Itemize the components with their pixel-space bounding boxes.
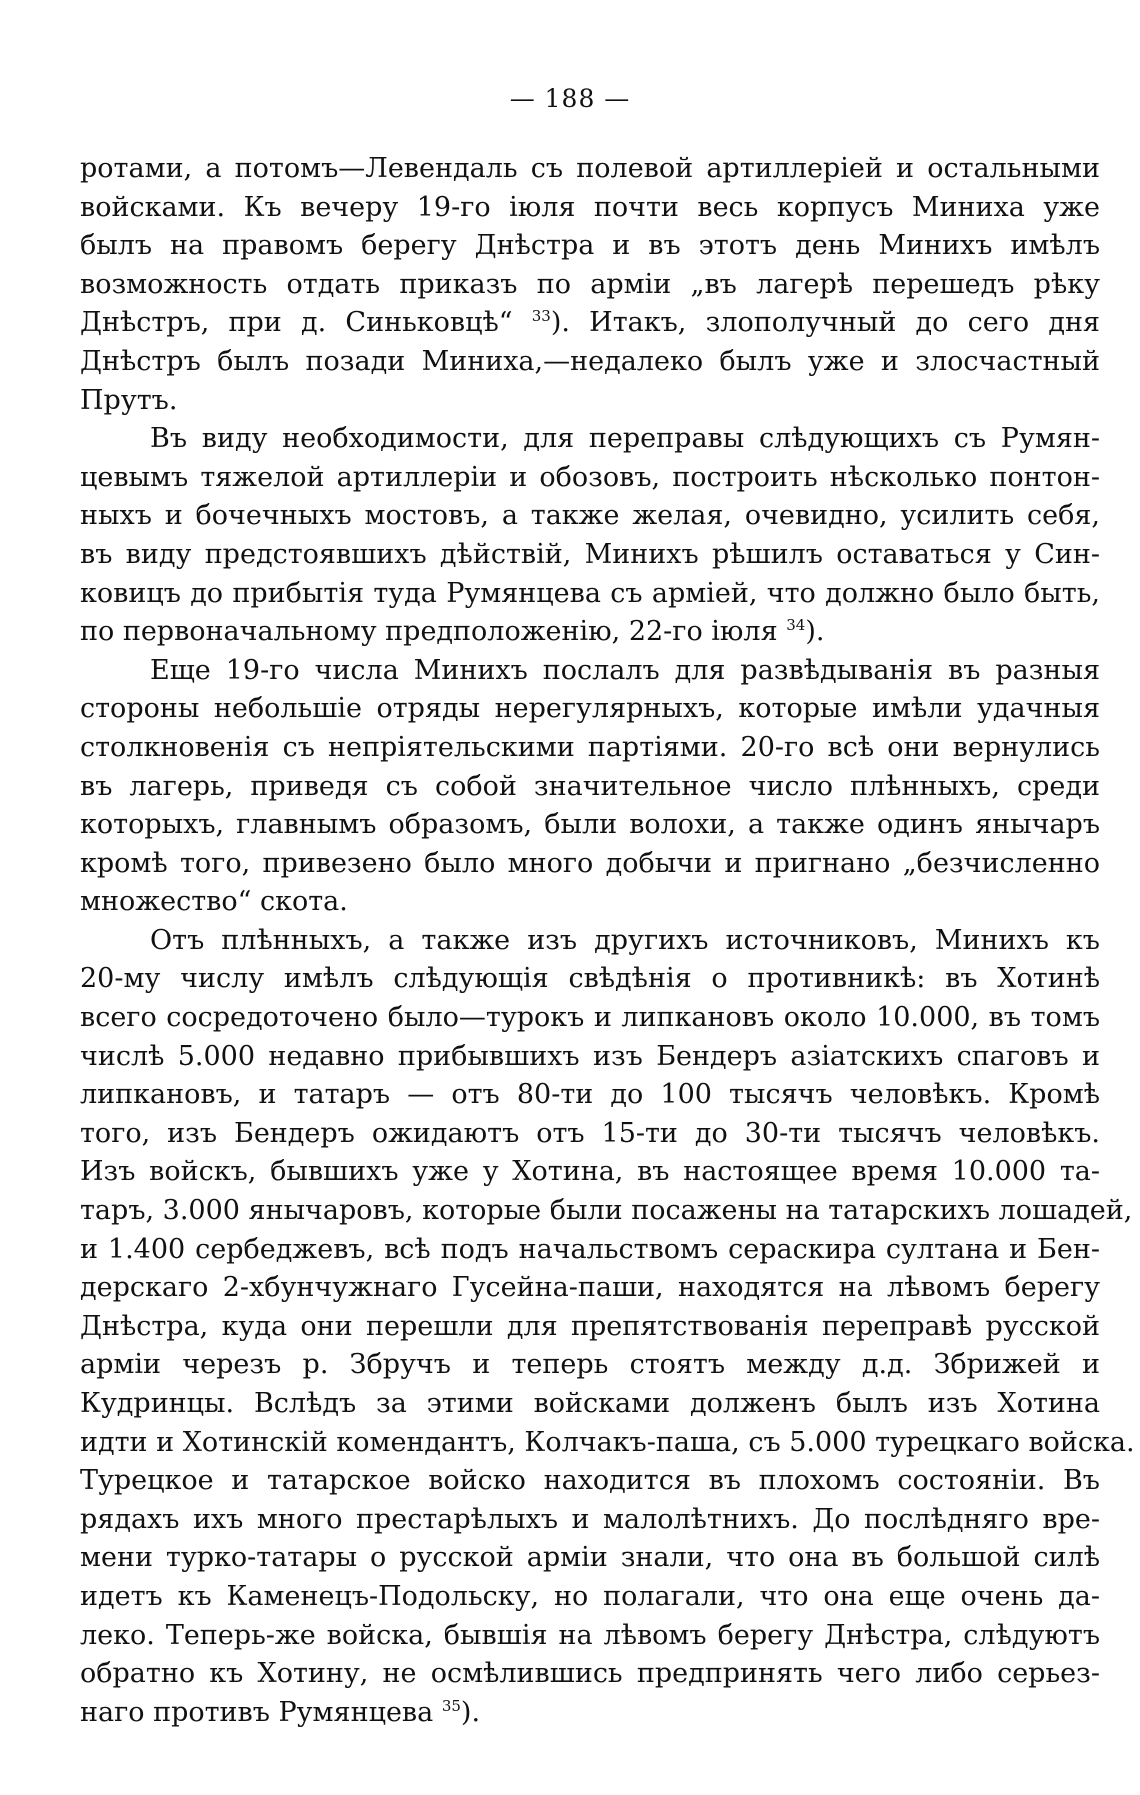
text-line: дерскаго 2-хбунчужнаго Гусейна-паши, находятся на лѣвомъ берегу [80, 1272, 1100, 1304]
text-segment: ). Итакъ, злополучный до сего дня [550, 307, 1100, 339]
text-line: множество“ скота. [80, 886, 348, 918]
text-line: ротами, а потомъ—Левендаль съ полевой артиллеріей и остальными [80, 153, 1100, 184]
text-line: Еще 19-го числа Минихъ послалъ для развѣдыванія въ разныя [150, 654, 1100, 686]
text-line: въ лагерь, приведя съ собой значительное число плѣнныхъ, среди [80, 770, 1100, 802]
text-line [80, 304, 1100, 343]
text-line: Отъ плѣнныхъ, а также изъ другихъ источниковъ, Минихъ къ [150, 924, 1100, 956]
text-line: липкановъ, и татаръ — отъ 80-ти до 100 тысячъ человѣкъ. Кромѣ [80, 1079, 1100, 1111]
text-line [80, 1694, 1100, 1733]
text-line: рядахъ ихъ много престарѣлыхъ и малолѣтнихъ. До послѣдняго вре- [80, 1503, 1100, 1535]
text-line: всего сосредоточено было—турокъ и липкановъ около 10.000, въ томъ [80, 1002, 1100, 1034]
text-line: Кудринцы. Вслѣдъ за этими войсками долженъ былъ изъ Хотина [80, 1388, 1100, 1419]
text-line: Въ виду необходимости, для переправы слѣдующихъ съ Румян- [150, 423, 1100, 455]
text-line: въ виду предстоявшихъ дѣйствій, Минихъ рѣшилъ оставаться у Син- [80, 538, 1100, 570]
text-line: леко. Теперь-же войска, бывшія на лѣвомъ берегу Днѣстра, слѣдуютъ [80, 1619, 1100, 1651]
text-segment: Днѣстръ, при д. Синьковцѣ“ [80, 307, 513, 339]
text-line: ныхъ и бочечныхъ мостовъ, а также желая, очевидно, усилить себя, [80, 500, 1100, 532]
text-line: 20-му числу имѣлъ слѣдующія свѣдѣнія о противникѣ: въ Хотинѣ [80, 963, 1100, 995]
text-line [80, 613, 1100, 652]
text-line: Днѣстра, куда они перешли для препятствованія переправѣ русской [80, 1310, 1100, 1342]
text-line: того, изъ Бендеръ ожидаютъ отъ 15-ти до 30-ти тысячъ человѣкъ. [80, 1117, 1100, 1149]
footnote-ref-35: 35 [441, 1696, 461, 1715]
text-line: арміи черезъ р. Збручъ и теперь стоятъ между д.д. Збрижей и [80, 1349, 1100, 1381]
body-text [80, 150, 1135, 1732]
text-line: Турецкое и татарское войско находится въ плохомъ состояніи. Въ [80, 1465, 1100, 1497]
text-line: обратно къ Хотину, не осмѣлившись предпринять чего либо серьез- [80, 1658, 1100, 1690]
text-segment: наго противъ Румянцева [80, 1696, 434, 1728]
footnote-ref-33: 33 [531, 307, 551, 326]
text-line: цевымъ тяжелой артиллеріи и обозовъ, построить нѣсколько понтон- [80, 461, 1100, 493]
text-line: Изъ войскъ, бывшихъ уже у Хотина, въ настоящее время 10.000 та- [80, 1156, 1100, 1188]
text-line: таръ, 3.000 янычаровъ, которые были посажены на татарскихъ лошадей, [80, 1195, 1133, 1227]
text-line: войсками. Къ вечеру 19-го іюля почти весь корпусъ Миниха уже [80, 191, 1100, 223]
text-line: числѣ 5.000 недавно прибывшихъ изъ Бендеръ азіатскихъ спаговъ и [80, 1040, 1100, 1072]
text-segment: ). [460, 1696, 481, 1728]
text-line: идти и Хотинскій комендантъ, Колчакъ-паша, съ 5.000 турецкаго войска. [80, 1426, 1135, 1458]
text-line: возможность отдать приказъ по арміи „въ лагерѣ перешедъ рѣку [80, 268, 1100, 300]
text-segment: по первоначальному предположенію, 22-го іюля [80, 616, 778, 648]
text-line: былъ на правомъ берегу Днѣстра и въ этотъ день Минихъ имѣлъ [80, 230, 1100, 262]
text-line: столкновенія съ непріятельскими партіями. 20-го всѣ они вернулись [80, 731, 1100, 763]
text-line: Днѣстръ былъ позади Миниха,—недалеко былъ уже и злосчастный [80, 345, 1100, 377]
text-line: которыхъ, главнымъ образомъ, были волохи, а также одинъ янычаръ [80, 809, 1100, 841]
text-line: стороны небольшіе отряды нерегулярныхъ, которые имѣли удачныя [80, 693, 1100, 725]
text-line: идетъ къ Каменецъ-Подольску, но полагали, что она еще очень да- [80, 1580, 1100, 1612]
page-number: — 188 — [509, 84, 631, 113]
text-segment: ). [805, 616, 825, 648]
text-line: Прутъ. [80, 384, 178, 416]
text-line: ковицъ до прибытія туда Румянцева съ арміей, что должно было быть, [80, 577, 1100, 609]
text-line: мени турко-татары о русской арміи знали, что она въ большой силѣ [80, 1542, 1100, 1574]
text-line: и 1.400 сербеджевъ, всѣ подъ начальствомъ сераскира султана и Бен- [80, 1233, 1100, 1265]
footnote-ref-34: 34 [786, 616, 806, 635]
text-line: кромѣ того, привезено было много добычи и пригнано „безчисленно [80, 847, 1100, 879]
